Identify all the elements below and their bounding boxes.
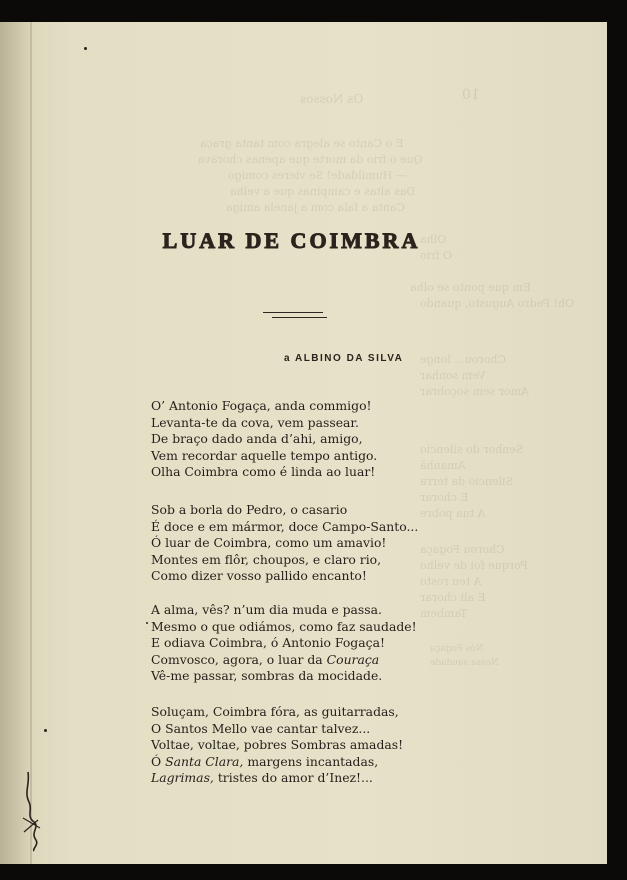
bleed-through-line: Canta a fala com a janela amiga bbox=[226, 201, 405, 214]
bleed-through-line: E o Canto se alegra com tanta graça bbox=[200, 137, 404, 150]
bleed-through-line: Chorou Fogaça bbox=[420, 543, 505, 556]
verse-line: Levanta-te da cova, vem passear. bbox=[151, 414, 359, 430]
margin-pencil-mark bbox=[20, 770, 48, 852]
verse-line: Sob a borla do Pedro, o casario bbox=[151, 502, 348, 517]
title-rule-top bbox=[263, 312, 323, 313]
verse-line bbox=[151, 652, 417, 669]
verse-italic: Couraça bbox=[326, 651, 380, 667]
verse-italic: Lagrimas, bbox=[151, 770, 214, 785]
title-row bbox=[0, 228, 607, 254]
bleed-through-line: O frio bbox=[420, 249, 452, 262]
bleed-through-line: Amor sem soçobrar bbox=[420, 385, 530, 398]
verse-text: tristes do amor d’Inez!... bbox=[217, 770, 373, 785]
verse-line: O Santos Mello vae cantar talvez... bbox=[151, 720, 371, 736]
bleed-through-line: Silencio da terra bbox=[420, 475, 514, 488]
bleed-through-line: Tambem bbox=[420, 607, 468, 620]
verse-line: Como dizer vosso pallido encanto! bbox=[151, 568, 367, 583]
bleed-through-line: Em que ponto se olha bbox=[410, 281, 531, 294]
dedication: a ALBINO DA SILVA bbox=[284, 353, 404, 364]
bleed-through-line: Olha bbox=[420, 233, 447, 246]
verse-line: De braço dado anda d’ahi, amigo, bbox=[151, 431, 363, 446]
bleed-through-line: A tua pobre bbox=[420, 507, 486, 520]
title-rule-bottom bbox=[272, 317, 327, 318]
book-page bbox=[0, 22, 607, 864]
verse-line: Olha Coimbra como é linda ao luar! bbox=[151, 464, 376, 479]
verse-line: Soluçam, Coimbra fóra, as guitarradas, bbox=[151, 704, 399, 719]
verse-line bbox=[151, 754, 403, 771]
bleed-through-line: E ali chorar bbox=[420, 591, 486, 604]
bleed-through-header: Os Nossos bbox=[300, 92, 364, 106]
bleed-through-line: Vem sonhar bbox=[420, 369, 486, 382]
ink-speck bbox=[84, 47, 87, 50]
bleed-through-line: Chorou... longe bbox=[420, 353, 506, 366]
verse-text: margens incantadas, bbox=[247, 753, 379, 769]
ink-speck bbox=[146, 622, 148, 624]
verse-line: É doce e em mármor, doce Campo-Santo... bbox=[151, 518, 419, 534]
verse-text: Ó bbox=[151, 753, 162, 769]
bleed-through-page-number: 10 bbox=[462, 87, 480, 103]
bleed-through-line: Oh! Pedro Augusto, quando bbox=[420, 297, 575, 310]
bleed-through-line: — Humildade! Se vieres comigo bbox=[228, 169, 407, 182]
bleed-through-line: Amanhã bbox=[420, 459, 466, 472]
ink-speck bbox=[44, 729, 47, 732]
verse-line: E odiava Coimbra, ó Antonio Fogaça! bbox=[151, 635, 385, 650]
verse-line: A alma, vês? n’um dia muda e passa. bbox=[151, 602, 382, 617]
verse-text: Comvosco, agora, o luar da bbox=[151, 651, 323, 667]
verse-line: Mesmo o que odiámos, como faz saudade! bbox=[151, 618, 417, 634]
stanza-2 bbox=[151, 502, 418, 585]
bleed-through-line: Nossa saudade bbox=[430, 658, 499, 668]
gutter-fold bbox=[30, 22, 32, 864]
poem-title: LUAR DE COIMBRA bbox=[162, 228, 421, 253]
verse-line: Ó luar de Coimbra, como um amavio! bbox=[151, 535, 387, 550]
verse-line: Montes em flôr, choupos, e claro rio, bbox=[151, 551, 382, 567]
verse-italic: Santa Clara, bbox=[165, 753, 244, 769]
page-gutter bbox=[0, 22, 34, 864]
stanza-1 bbox=[151, 398, 377, 481]
verse-line bbox=[151, 770, 403, 787]
stanza-3 bbox=[151, 602, 417, 685]
verse-line: O’ Antonio Fogaça, anda commigo! bbox=[151, 398, 372, 413]
verse-line: Vê-me passar, sombras da mocidade. bbox=[151, 668, 383, 683]
bleed-through-line: Nós Fogaça bbox=[430, 644, 484, 654]
stanza-4 bbox=[151, 704, 403, 787]
verse-line: Voltae, voltae, pobres Sombras amadas! bbox=[151, 737, 404, 752]
verse-line: Vem recordar aquelle tempo antigo. bbox=[151, 447, 378, 463]
bleed-through-line: Que o frio da morte que apenas chorava bbox=[198, 153, 423, 166]
bleed-through-line: Senhor do silencio bbox=[420, 443, 524, 456]
bleed-through-line: Porque foi de velho bbox=[420, 559, 528, 572]
bleed-through-line: E chorar bbox=[420, 491, 469, 504]
bleed-through-line: A teu rosto bbox=[420, 575, 482, 588]
bleed-through-line: Das altas e campinas que a velha bbox=[230, 185, 416, 198]
